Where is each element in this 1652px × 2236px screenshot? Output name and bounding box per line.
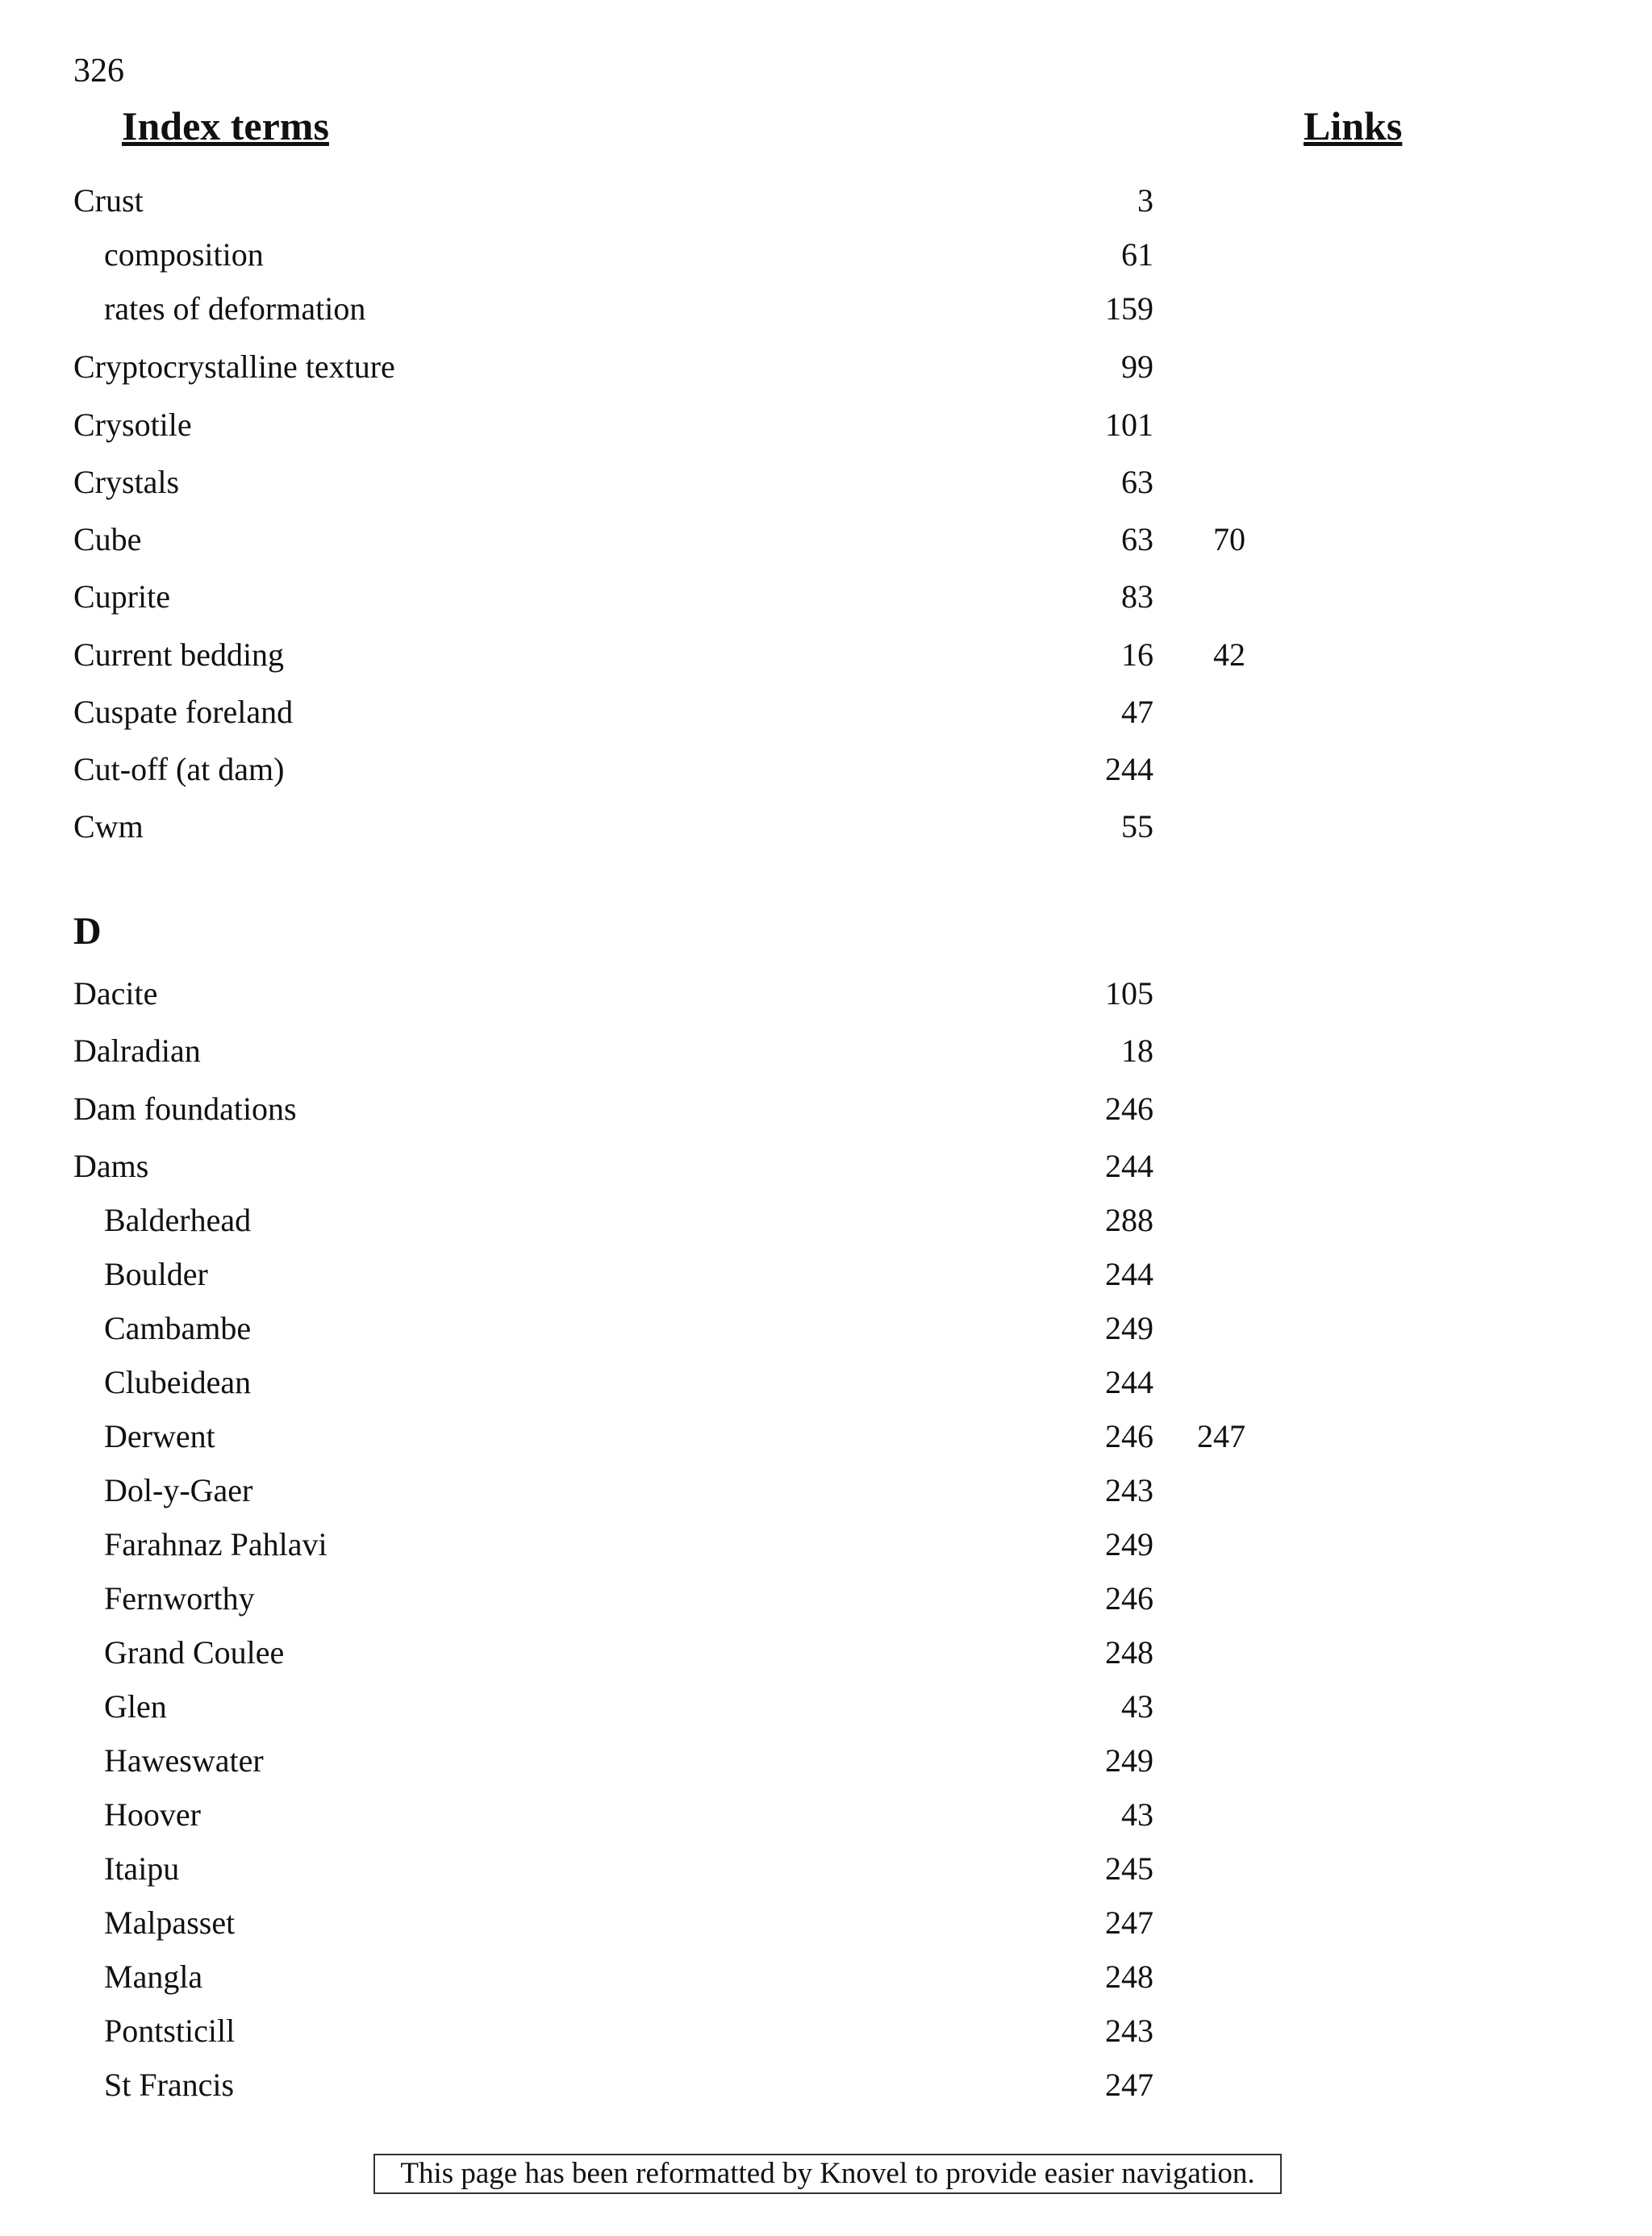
page-link[interactable]: 99 [1121, 348, 1153, 385]
index-term: Crysotile [73, 407, 192, 443]
page-link[interactable]: 247 [1197, 1418, 1245, 1454]
section-letter-heading: D [73, 910, 102, 953]
page-link[interactable]: 16 [1121, 636, 1153, 673]
index-term: Grand Coulee [104, 1634, 285, 1671]
page-link[interactable]: 245 [1105, 1850, 1153, 1887]
page-link[interactable]: 288 [1105, 1202, 1153, 1238]
index-entry [0, 574, 1652, 619]
page-link[interactable]: 248 [1105, 1634, 1153, 1671]
index-subentry [0, 1306, 1652, 1351]
index-term: Dalradian [73, 1032, 201, 1069]
index-entry [0, 178, 1652, 223]
page-link[interactable]: 249 [1105, 1526, 1153, 1562]
index-subentry [0, 286, 1652, 332]
page-link[interactable]: 18 [1121, 1032, 1153, 1069]
page-link[interactable]: 47 [1121, 694, 1153, 730]
page-link[interactable]: 246 [1105, 1418, 1153, 1454]
index-term: Farahnaz Pahlavi [104, 1526, 327, 1562]
index-term: Dacite [73, 975, 158, 1012]
index-entry [0, 1144, 1652, 1189]
index-subentry [0, 1576, 1652, 1621]
index-term: Haweswater [104, 1742, 264, 1779]
page-link[interactable]: 244 [1105, 1364, 1153, 1400]
index-subentry [0, 1738, 1652, 1783]
page-link[interactable]: 244 [1105, 751, 1153, 787]
index-term: Boulder [104, 1256, 208, 1292]
index-term: Crystals [73, 464, 180, 500]
page-link[interactable]: 63 [1121, 521, 1153, 557]
index-term: composition [104, 236, 264, 273]
links-header: Links [1304, 103, 1403, 148]
index-term: rates of deformation [104, 290, 366, 327]
page-link[interactable]: 246 [1105, 1091, 1153, 1127]
page-link[interactable]: 43 [1121, 1688, 1153, 1725]
index-entry [0, 344, 1652, 390]
page-link[interactable]: 249 [1105, 1310, 1153, 1346]
page-link[interactable]: 3 [1137, 182, 1153, 219]
page-link[interactable]: 105 [1105, 975, 1153, 1012]
index-term: Cube [73, 521, 142, 557]
page-link[interactable]: 43 [1121, 1796, 1153, 1833]
page-link[interactable]: 247 [1105, 2067, 1153, 2103]
index-term: Cryptocrystalline texture [73, 348, 395, 385]
index-subentry [0, 2009, 1652, 2054]
index-entry [0, 747, 1652, 792]
index-term: Cambambe [104, 1310, 252, 1346]
index-entry [0, 632, 1652, 678]
page-link[interactable]: 249 [1105, 1742, 1153, 1779]
page-link[interactable]: 244 [1105, 1256, 1153, 1292]
page-link[interactable]: 101 [1105, 407, 1153, 443]
index-term: Balderhead [104, 1202, 252, 1238]
page-link[interactable]: 63 [1121, 464, 1153, 500]
index-subentry [0, 1630, 1652, 1675]
page-link[interactable]: 159 [1105, 290, 1153, 327]
index-term: Glen [104, 1688, 167, 1725]
page-link[interactable]: 61 [1121, 236, 1153, 273]
index-subentry [0, 1792, 1652, 1838]
index-subentry [0, 1468, 1652, 1513]
index-subentry [0, 1900, 1652, 1946]
index-term: Dams [73, 1148, 149, 1184]
page-link[interactable]: 42 [1213, 636, 1245, 673]
index-term: Fernworthy [104, 1580, 255, 1617]
index-term: Clubeidean [104, 1364, 252, 1400]
index-subentry [0, 232, 1652, 277]
index-subentry [0, 1954, 1652, 2000]
index-term: Derwent [104, 1418, 215, 1454]
index-entry [0, 1028, 1652, 1074]
index-subentry [0, 1360, 1652, 1405]
page-link[interactable]: 243 [1105, 1472, 1153, 1508]
knovel-footer-note: This page has been reformatted by Knovel to provide easier navigation. [373, 2154, 1282, 2194]
index-subentry [0, 1252, 1652, 1297]
index-subentry [0, 1846, 1652, 1892]
index-subentry [0, 2063, 1652, 2108]
index-term: St Francis [104, 2067, 235, 2103]
index-subentry [0, 1414, 1652, 1459]
index-entry [0, 460, 1652, 505]
index-entry [0, 403, 1652, 448]
page-link[interactable]: 247 [1105, 1904, 1153, 1941]
index-subentry [0, 1198, 1652, 1243]
page-link[interactable]: 83 [1121, 578, 1153, 615]
page-link[interactable]: 244 [1105, 1148, 1153, 1184]
index-entry [0, 517, 1652, 562]
index-term: Dam foundations [73, 1091, 297, 1127]
index-entry [0, 804, 1652, 849]
index-entry [0, 971, 1652, 1016]
index-term: Cuspate foreland [73, 694, 294, 730]
page-link[interactable]: 70 [1213, 521, 1245, 557]
index-term: Hoover [104, 1796, 201, 1833]
page-link[interactable]: 248 [1105, 1959, 1153, 1995]
index-term: Current bedding [73, 636, 285, 673]
index-term: Cut-off (at dam) [73, 751, 285, 787]
index-subentry [0, 1684, 1652, 1729]
page-number: 326 [73, 52, 124, 90]
index-term: Crust [73, 182, 144, 219]
index-term: Cwm [73, 808, 144, 845]
index-subentry [0, 1522, 1652, 1567]
index-term: Dol-y-Gaer [104, 1472, 253, 1508]
index-term: Pontsticill [104, 2013, 236, 2049]
page-link[interactable]: 246 [1105, 1580, 1153, 1617]
index-terms-header: Index terms [122, 103, 329, 148]
index-term: Cuprite [73, 578, 170, 615]
index-term: Mangla [104, 1959, 203, 1995]
page-link[interactable]: 243 [1105, 2013, 1153, 2049]
page-link[interactable]: 55 [1121, 808, 1153, 845]
index-entry [0, 690, 1652, 735]
index-entry [0, 1087, 1652, 1132]
index-term: Itaipu [104, 1850, 180, 1887]
index-term: Malpasset [104, 1904, 236, 1941]
